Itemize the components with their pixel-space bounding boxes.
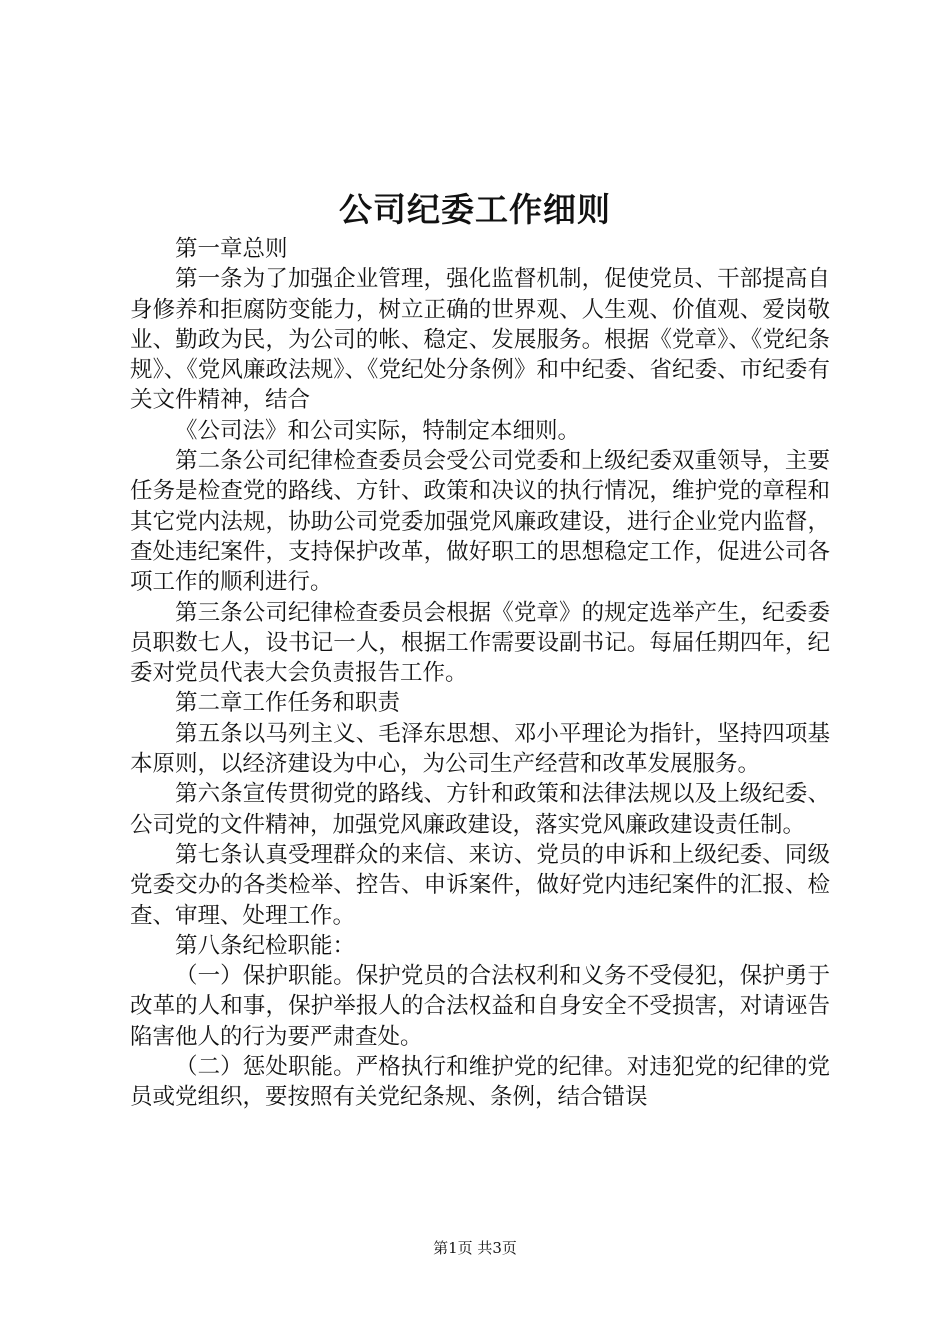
page-number-footer: 第1页 共3页 — [433, 1239, 517, 1257]
paragraph-article-5: 第五条以马列主义、毛泽东思想、邓小平理论为指针，坚持四项基本原则，以经济建设为中心，为公司生产经营和改革发展服务。 — [130, 720, 830, 778]
paragraph-article-2: 第二条公司纪律检查委员会受公司党委和上级纪委双重领导，主要任务是检查党的路线、方针、政策和决议的执行情况，维护党的章程和其它党内法规，协助公司党委加强党风廉政建设，进行企业党内监督，查处违纪案件，支持保护改革，做好职工的思想稳定工作，促进公司各项工作的顺利进行。 — [130, 448, 830, 596]
document-body — [130, 234, 830, 1113]
paragraph-article-3: 第三条公司纪律检查委员会根据《党章》的规定选举产生，纪委委员职数七人，设书记一人，根据工作需要设副书记。每届任期四年，纪委对党员代表大会负责报告工作。 — [130, 599, 830, 687]
paragraph-chapter-2-heading: 第二章工作任务和职责 — [175, 690, 401, 717]
document-title: 公司纪委工作细则 — [339, 190, 611, 229]
paragraph-article-7: 第七条认真受理群众的来信、来访、党员的申诉和上级纪委、同级党委交办的各类检举、控告、申诉案件，做好党内违纪案件的汇报、检查、审理、处理工作。 — [130, 841, 830, 929]
paragraph-article-8-item-1: （一）保护职能。保护党员的合法权利和义务不受侵犯，保护勇于改革的人和事，保护举报人的合法权益和自身安全不受损害，对请诬告陷害他人的行为要严肃查处。 — [130, 963, 830, 1050]
paragraph-article-8-item-2: （二）惩处职能。严格执行和维护党的纪律。对违犯党的纪律的党员或党组织，要按照有关党纪条规、条例，结合错误 — [130, 1054, 830, 1111]
paragraph-article-6: 第六条宣传贯彻党的路线、方针和政策和法律法规以及上级纪委、公司党的文件精神，加强党风廉政建设，落实党风廉政建设责任制。 — [130, 781, 830, 838]
paragraph-chapter-1-heading: 第一章总则 — [175, 236, 288, 262]
paragraph-article-8: 第八条纪检职能： — [175, 932, 356, 959]
paragraph-article-1: 第一条为了加强企业管理，强化监督机制，促使党员、干部提高自身修养和拒腐防变能力，树立正确的世界观、人生观、价值观、爱岗敬业、勤政为民，为公司的帐、稳定、发展服务。根据《党章》、《党纪条规》、《党风廉政法规》、《党纪处分条例》和中纪委、省纪委、市纪委有关文件精神，结合 — [130, 266, 830, 414]
paragraph-article-1-continued: 《公司法》和公司实际，特制定本细则。 — [175, 417, 581, 444]
